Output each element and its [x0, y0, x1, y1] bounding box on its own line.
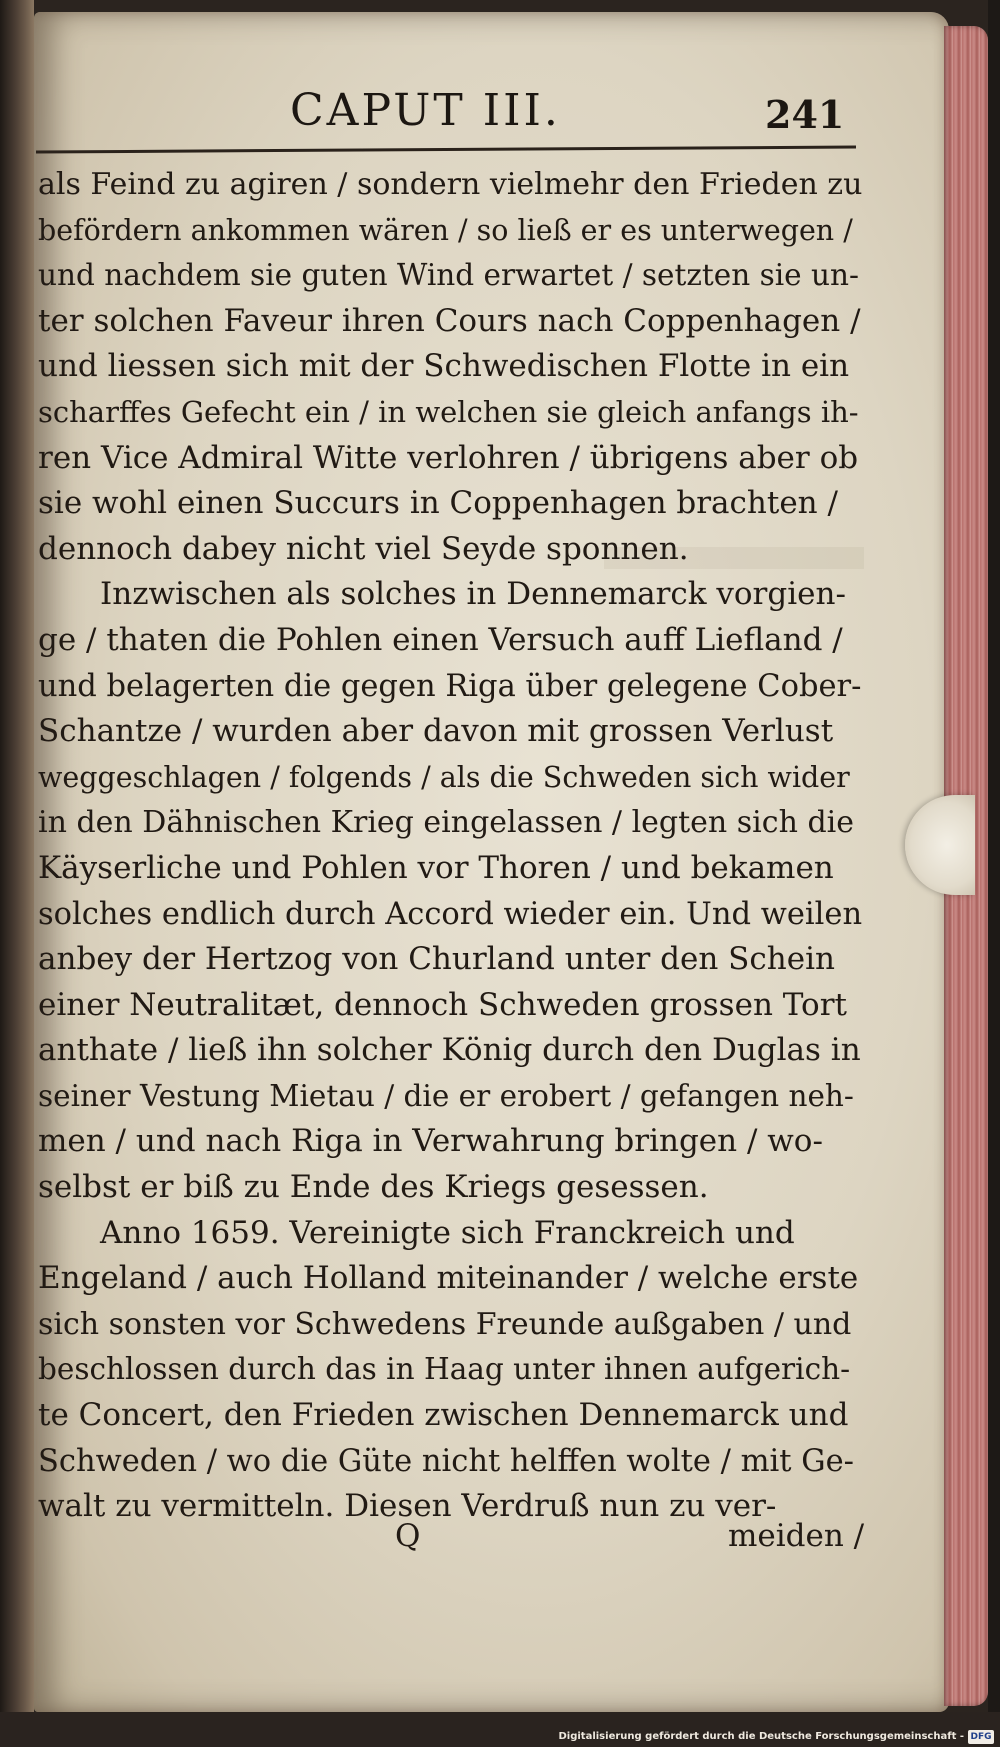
text-line: und liessen sich mit der Schwedischen Flotte in ein [38, 348, 850, 385]
text-line: te Concert, den Frieden zwischen Dennemarck und [38, 1397, 849, 1434]
text-line: scharffes Gefecht ein / in welchen sie gleich anfangs ih- [38, 394, 859, 429]
body-text [38, 162, 863, 1530]
text-line: weggeschlagen / folgends / als die Schweden sich wider [38, 760, 850, 794]
digitization-credit: Digitalisierung gefördert durch die Deutsche Forschungsgemeinschaft - [558, 1731, 964, 1742]
paragraph-start-line: Anno 1659. Vereinigte sich Franckreich und [100, 1214, 795, 1251]
text-line: sie wohl einen Succurs in Coppenhagen brachten / [38, 485, 838, 522]
text-line: seiner Vestung Mietau / die er erobert / gefangen neh- [38, 1078, 854, 1113]
text-line: walt zu vermitteln. Diesen Verdruß nun zu ver- [38, 1488, 777, 1525]
text-line: anthate / ließ ihn solcher König durch den Duglas in [38, 1032, 861, 1069]
text-line: einer Neutralitæt, dennoch Schweden grossen Tort [38, 986, 847, 1023]
text-line: Käyserliche und Pohlen vor Thoren / und bekamen [38, 849, 834, 886]
page-number: 241 [765, 92, 845, 137]
text-line: men / und nach Riga in Verwahrung bringen / wo- [38, 1123, 823, 1160]
text-line: und belagerten die gegen Riga über gelegene Cober- [38, 668, 862, 704]
text-line: in den Dähnischen Krieg eingelassen / legten sich die [38, 805, 854, 841]
text-line: selbst er biß zu Ende des Kriegs gesessen. [38, 1169, 709, 1206]
text-line: beschlossen durch das in Haag unter ihnen aufgerich- [38, 1352, 851, 1387]
text-line: sich sonsten vor Schwedens Freunde außgaben / und [38, 1306, 852, 1342]
edge-shadow [988, 0, 1000, 1747]
text-line: Schweden / wo die Güte nicht helffen wolte / mit Ge- [38, 1443, 854, 1479]
signature-mark: Q [395, 1518, 421, 1554]
text-line: und nachdem sie guten Wind erwartet / setzten sie un- [38, 258, 859, 293]
book-binding [0, 0, 34, 1747]
text-line: solches endlich durch Accord wieder ein. Und weilen [38, 896, 863, 932]
text-line: dennoch dabey nicht viel Seyde sponnen. [38, 530, 689, 567]
running-head: CAPUT III. [290, 85, 561, 136]
paragraph-start-line: Inzwischen als solches in Dennemarck vorgien- [100, 576, 846, 613]
text-line: befördern ankommen wären / so ließ er es unterwegen / [38, 213, 853, 247]
text-line: ren Vice Admiral Witte verlohren / übrigens aber ob [38, 439, 859, 476]
text-line: anbey der Hertzog von Churland unter den Schein [38, 941, 835, 978]
text-line: Schantze / wurden aber davon mit grossen Verlust [38, 713, 834, 750]
text-line: ter solchen Faveur ihren Cours nach Coppenhagen / [38, 302, 861, 339]
text-line: Engeland / auch Holland miteinander / welche erste [38, 1260, 859, 1297]
text-line: als Feind zu agiren / sondern vielmehr den Frieden zu [38, 167, 863, 202]
dfg-logo-badge: DFG [968, 1730, 994, 1744]
catchword: meiden / [728, 1518, 865, 1554]
scan-footer-bar [0, 1712, 1000, 1747]
text-line: ge / thaten die Pohlen einen Versuch auff Liefland / [38, 621, 843, 658]
